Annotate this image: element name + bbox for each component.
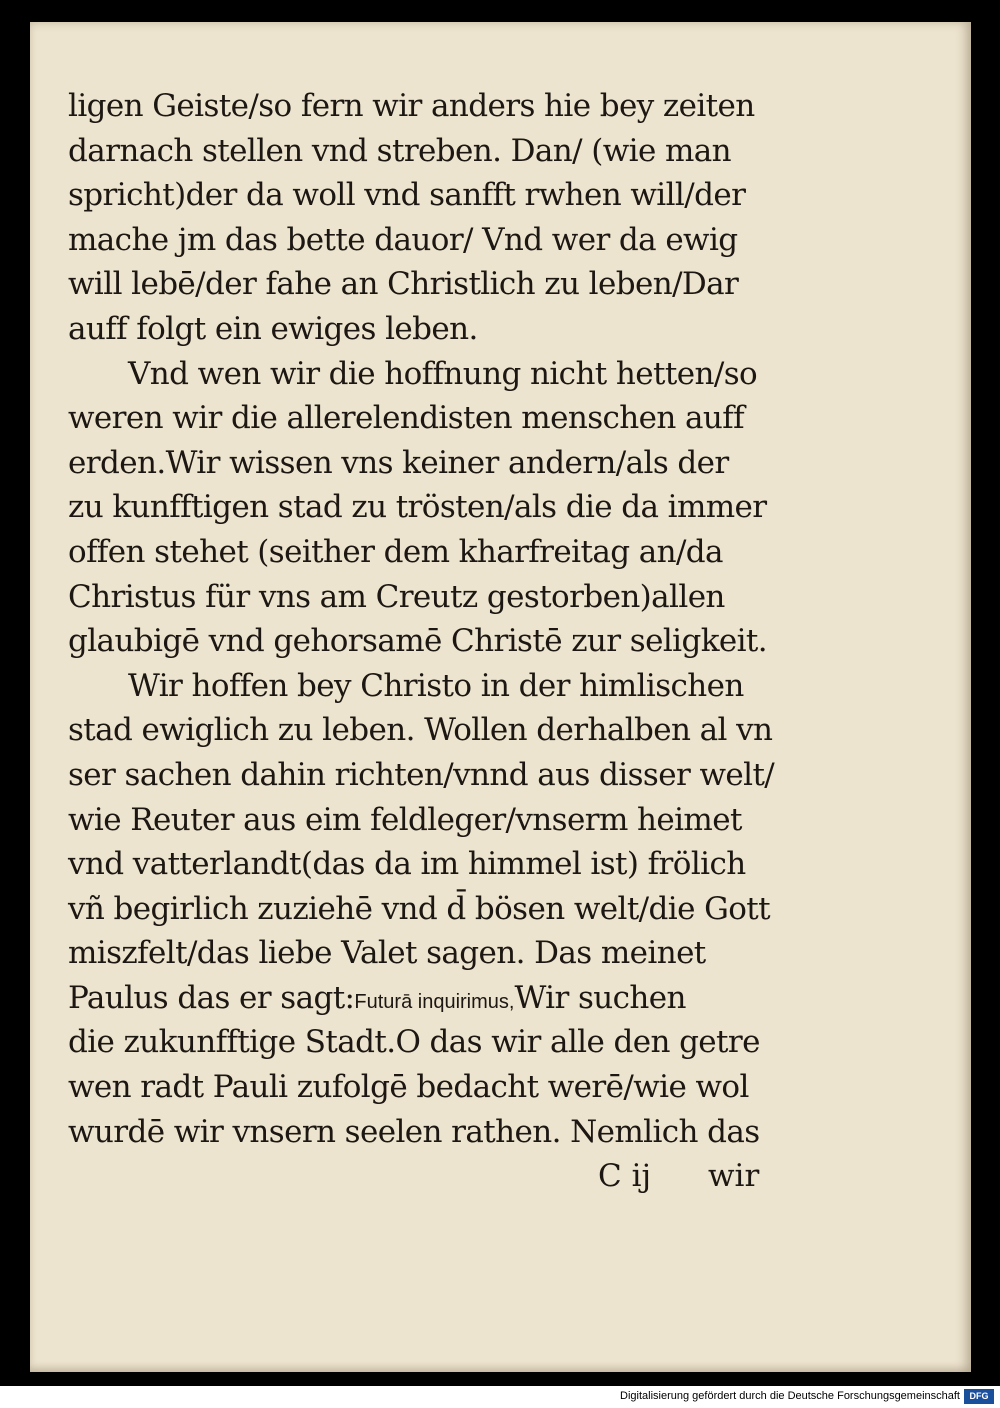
text-line: darnach stellen vnd streben. Dan/ (wie man <box>68 132 732 169</box>
text-line: die zukunfftige Stadt.O das wir alle den getre <box>68 1024 760 1061</box>
text-line: erden.Wir wissen vns keiner andern/als der <box>68 444 729 481</box>
catchword: wir <box>708 1158 760 1194</box>
text-segment: Paulus das er sagt: <box>68 979 355 1016</box>
text-line: wen radt Pauli zufolgē bedacht werē/wie wol <box>68 1069 749 1106</box>
page-footer-line <box>68 1158 788 1202</box>
text-line: wie Reuter aus eim feldleger/vnserm heimet <box>68 801 742 838</box>
text-line: Christus für vns am Creutz gestorben)allen <box>68 578 725 615</box>
text-line: vñ begirlich zuziehē vnd d̄ bösen welt/die Gott <box>68 890 771 927</box>
text-line: will lebē/der fahe an Christlich zu leben/Dar <box>68 266 739 303</box>
text-line: wurdē wir vnsern seelen rathen. Nemlich das <box>68 1113 760 1150</box>
text-line: auff folgt ein ewiges leben. <box>68 310 478 347</box>
latin-quote: Futurā inquirimus, <box>354 990 515 1013</box>
text-line: Wir hoffen bey Christo in der himlischen <box>128 667 744 704</box>
text-line: ser sachen dahin richten/vnnd aus disser welt/ <box>68 756 775 793</box>
paper-sheet <box>30 22 971 1372</box>
text-line: spricht)der da woll vnd sanfft rwhen will/der <box>68 177 746 214</box>
text-segment: Wir suchen <box>514 979 686 1016</box>
text-line: zu kunfftigen stad zu trösten/als die da immer <box>68 489 767 526</box>
funding-credit: Digitalisierung gefördert durch die Deutsche Forschungsgemeinschaft <box>620 1390 960 1402</box>
text-line: mache jm das bette dauor/ Vnd wer da ewig <box>68 221 738 258</box>
credit-bar <box>0 1386 1000 1408</box>
text-line: miszfelt/das liebe Valet sagen. Das meinet <box>68 935 706 972</box>
text-line: vnd vatterlandt(das da im himmel ist) frölich <box>68 846 746 883</box>
text-line: offen stehet (seither dem kharfreitag an/da <box>68 533 723 570</box>
text-line: glaubigē vnd gehorsamē Christē zur seligkeit. <box>68 623 768 660</box>
dfg-logo: DFG <box>964 1389 994 1404</box>
text-line: stad ewiglich zu leben. Wollen derhalben al vn <box>68 712 773 749</box>
text-line: Vnd wen wir die hoffnung nicht hetten/so <box>128 355 758 392</box>
text-line: ligen Geiste/so fern wir anders hie bey zeiten <box>68 88 755 124</box>
text-line: weren wir die allerelendisten menschen auff <box>68 400 744 437</box>
text-line <box>68 976 788 1021</box>
body-text <box>68 84 788 1154</box>
signature-mark: C ij <box>598 1158 652 1194</box>
